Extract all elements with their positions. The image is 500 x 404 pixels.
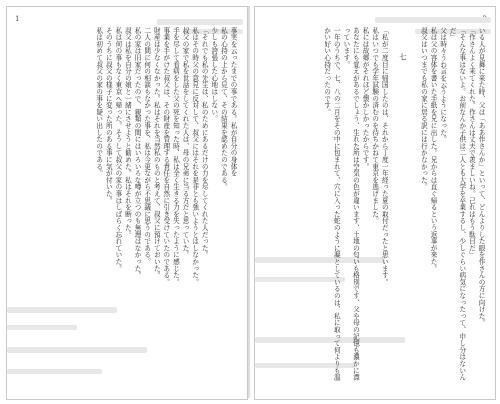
paragraph: いる人が見舞に来た時、父は「ああ作さんか」といって、どんよりした眼を作さんの方に向けた。 (477, 27, 485, 327)
paragraph: 私の家は旧家だったので、親類の間にはいろいろな噂が立つのも無理はなかった。 (133, 27, 142, 279)
page-number: 1 (15, 15, 20, 23)
paragraph: 「私が二度目に帰国したのは、それから丁度一年経った夏の取付だったと思います。 (380, 27, 389, 286)
paragraph: あなたにも覚えがあるでしょう、生れた所は空気の色が違います、土地の匂いも格別です、父や母の記憶も濃かに漂っています。 (341, 27, 360, 381)
paragraph: 二人の間に何の相談もなかった事を、私は今更ながら不思議に思うのである。 (142, 27, 151, 265)
left-page (6, 6, 248, 400)
cloud-decoration (157, 19, 243, 25)
right-page (254, 6, 496, 400)
paragraph: 私は初めて叔父の家の事を疑い出したのである。 (94, 27, 103, 177)
paragraph: 「それでも私の先生は、私のためにあるだけの力を尽してくれた人だった。 (200, 27, 209, 259)
book-spine (248, 6, 250, 398)
paragraph: 私は父の容体を書いた手紙を兄に出した。兄からは直ぐ帰るという返事が来た。 (429, 27, 438, 272)
paragraph: 「作さんよく来てくれた。作さんは丈夫で羨ましいね。己れはもう駄目だ」 (467, 27, 476, 259)
paragraph: 父は時々うわ言を云うようになった。 (438, 27, 447, 143)
paragraph: 私はその時父の意見に反対して、叔父にはそれを是非とも強いようとはしなかった。 (190, 27, 199, 286)
paragraph: 事実を云ったまでの事である。私が自分の身体を (229, 27, 237, 177)
paragraph: 財産は少なくなかった。私はそれを当然私のものと考えて、叔父に預けておいた。 (152, 27, 161, 279)
body-text (17, 27, 237, 387)
paragraph: 「そんな事はないよ。お前なんか子供は二人とも大学を卒業するし、少しぐらい病気になったって、申し分はないんだ」 (448, 27, 466, 381)
paragraph: 私はいつでも学年試験の済むのを待ちかねて東京を逃げました。 (370, 27, 379, 225)
paragraph: 私は何の事もなく東京へ帰った。そうして叔父の家の事はしばらく忘れていた。 (113, 27, 122, 272)
chapter-number: 七 (398, 53, 408, 61)
cloud-decoration (375, 17, 491, 23)
paragraph: 叔父はいつまでも私の家に居る訳には行かなかった。 (419, 27, 428, 191)
paragraph: 私の心持の上から見て、その結果を認めたのである。 (219, 27, 228, 191)
paragraph: 一年のうちで、七、八の二月をその中に包まれて、穴に入った蛇のように凝としているのは、私に取って何よりも温かい好い心持だったのです。 (322, 27, 341, 381)
paragraph: 私には故郷がそれほど懐かしかったからです。 (361, 27, 370, 170)
paragraph: 叔父の家で私を世話をしてくれた人は、母の兄弟に当る方だと思っていた。 (181, 27, 190, 259)
paragraph: 事業を手がけた叔父は、その財産を管理する責任を自然に引き受けていたのである。 (161, 27, 170, 286)
paragraph: 手を尽して看病をした父の死を知った時、私は全く生きる力を失ったように感じた。 (171, 27, 180, 286)
paragraph: そのうちに叔父の様子に変った所のある事に気が付いた。 (104, 27, 113, 204)
paragraph: 叔父は私を自分の娘と一緒にさせようと勧めた。私はそれを断った。 (123, 27, 132, 238)
paragraph: 少しも誇張した心地はしない。 (209, 27, 218, 123)
body-text (265, 27, 485, 387)
